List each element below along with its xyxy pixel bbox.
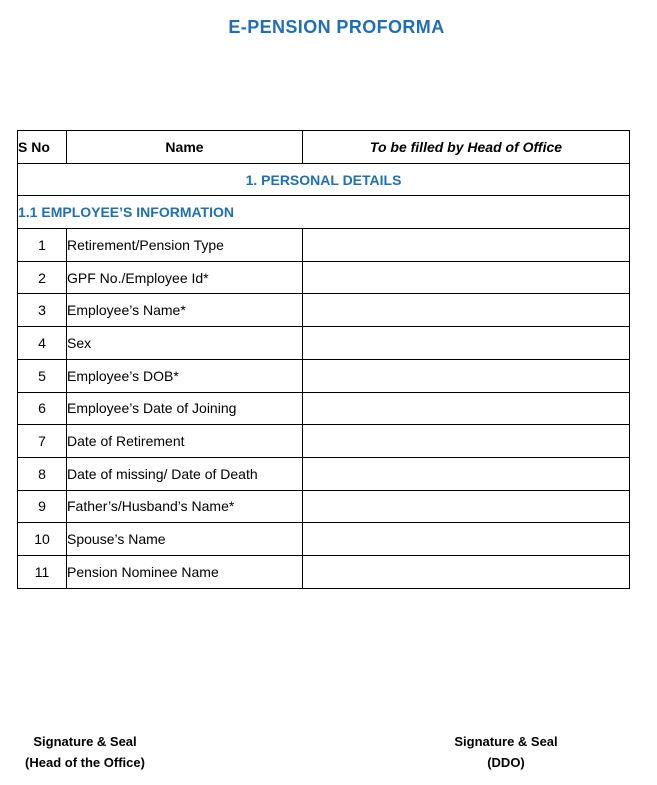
table-row	[18, 425, 630, 458]
row-sno: 3	[18, 294, 67, 327]
row-field-name: Employee’s DOB*	[67, 359, 303, 392]
row-value-cell[interactable]	[303, 490, 630, 523]
row-value-cell[interactable]	[303, 229, 630, 262]
row-sno: 5	[18, 359, 67, 392]
table-row	[18, 555, 630, 588]
table-row	[18, 229, 630, 262]
row-field-name: Pension Nominee Name	[67, 555, 303, 588]
row-sno: 4	[18, 327, 67, 360]
table-row	[18, 359, 630, 392]
row-value-cell[interactable]	[303, 555, 630, 588]
table-row	[18, 392, 630, 425]
row-field-name: Date of Retirement	[67, 425, 303, 458]
subsection-row	[18, 196, 630, 229]
row-value-cell[interactable]	[303, 457, 630, 490]
row-sno: 7	[18, 425, 67, 458]
row-value-cell[interactable]	[303, 392, 630, 425]
row-field-name: Retirement/Pension Type	[67, 229, 303, 262]
column-header-sno: S No	[18, 131, 67, 164]
section-row	[18, 163, 630, 196]
row-sno: 10	[18, 523, 67, 556]
row-sno: 2	[18, 261, 67, 294]
row-value-cell[interactable]	[303, 327, 630, 360]
signature-role: (Head of the Office)	[25, 755, 145, 770]
row-sno: 9	[18, 490, 67, 523]
row-sno: 11	[18, 555, 67, 588]
table-row	[18, 261, 630, 294]
row-value-cell[interactable]	[303, 294, 630, 327]
column-header-fill: To be filled by Head of Office	[303, 131, 630, 164]
row-sno: 8	[18, 457, 67, 490]
section-heading: 1. PERSONAL DETAILS	[18, 163, 630, 196]
row-field-name: Sex	[67, 327, 303, 360]
row-field-name: GPF No./Employee Id*	[67, 261, 303, 294]
row-field-name: Date of missing/ Date of Death	[67, 457, 303, 490]
row-field-name: Spouse’s Name	[67, 523, 303, 556]
row-field-name: Employee’s Name*	[67, 294, 303, 327]
signature-role: (DDO)	[487, 755, 525, 770]
table-row	[18, 457, 630, 490]
page-title: E-PENSION PROFORMA	[228, 17, 445, 37]
table-row	[18, 327, 630, 360]
field-rows	[18, 229, 630, 589]
table-row	[18, 523, 630, 556]
signature-head-of-office	[20, 731, 150, 773]
row-field-name: Employee’s Date of Joining	[67, 392, 303, 425]
row-value-cell[interactable]	[303, 523, 630, 556]
signature-ddo	[448, 731, 564, 773]
row-sno: 1	[18, 229, 67, 262]
subsection-heading: 1.1 EMPLOYEE’S INFORMATION	[18, 196, 630, 229]
table-row	[18, 490, 630, 523]
signature-label: Signature & Seal	[454, 734, 558, 749]
column-header-name: Name	[67, 131, 303, 164]
row-sno: 6	[18, 392, 67, 425]
table-header-row	[18, 131, 630, 164]
row-value-cell[interactable]	[303, 261, 630, 294]
pension-proforma-table	[17, 130, 630, 589]
table-row	[18, 294, 630, 327]
row-value-cell[interactable]	[303, 359, 630, 392]
row-field-name: Father’s/Husband’s Name*	[67, 490, 303, 523]
signature-label: Signature & Seal	[33, 734, 137, 749]
row-value-cell[interactable]	[303, 425, 630, 458]
